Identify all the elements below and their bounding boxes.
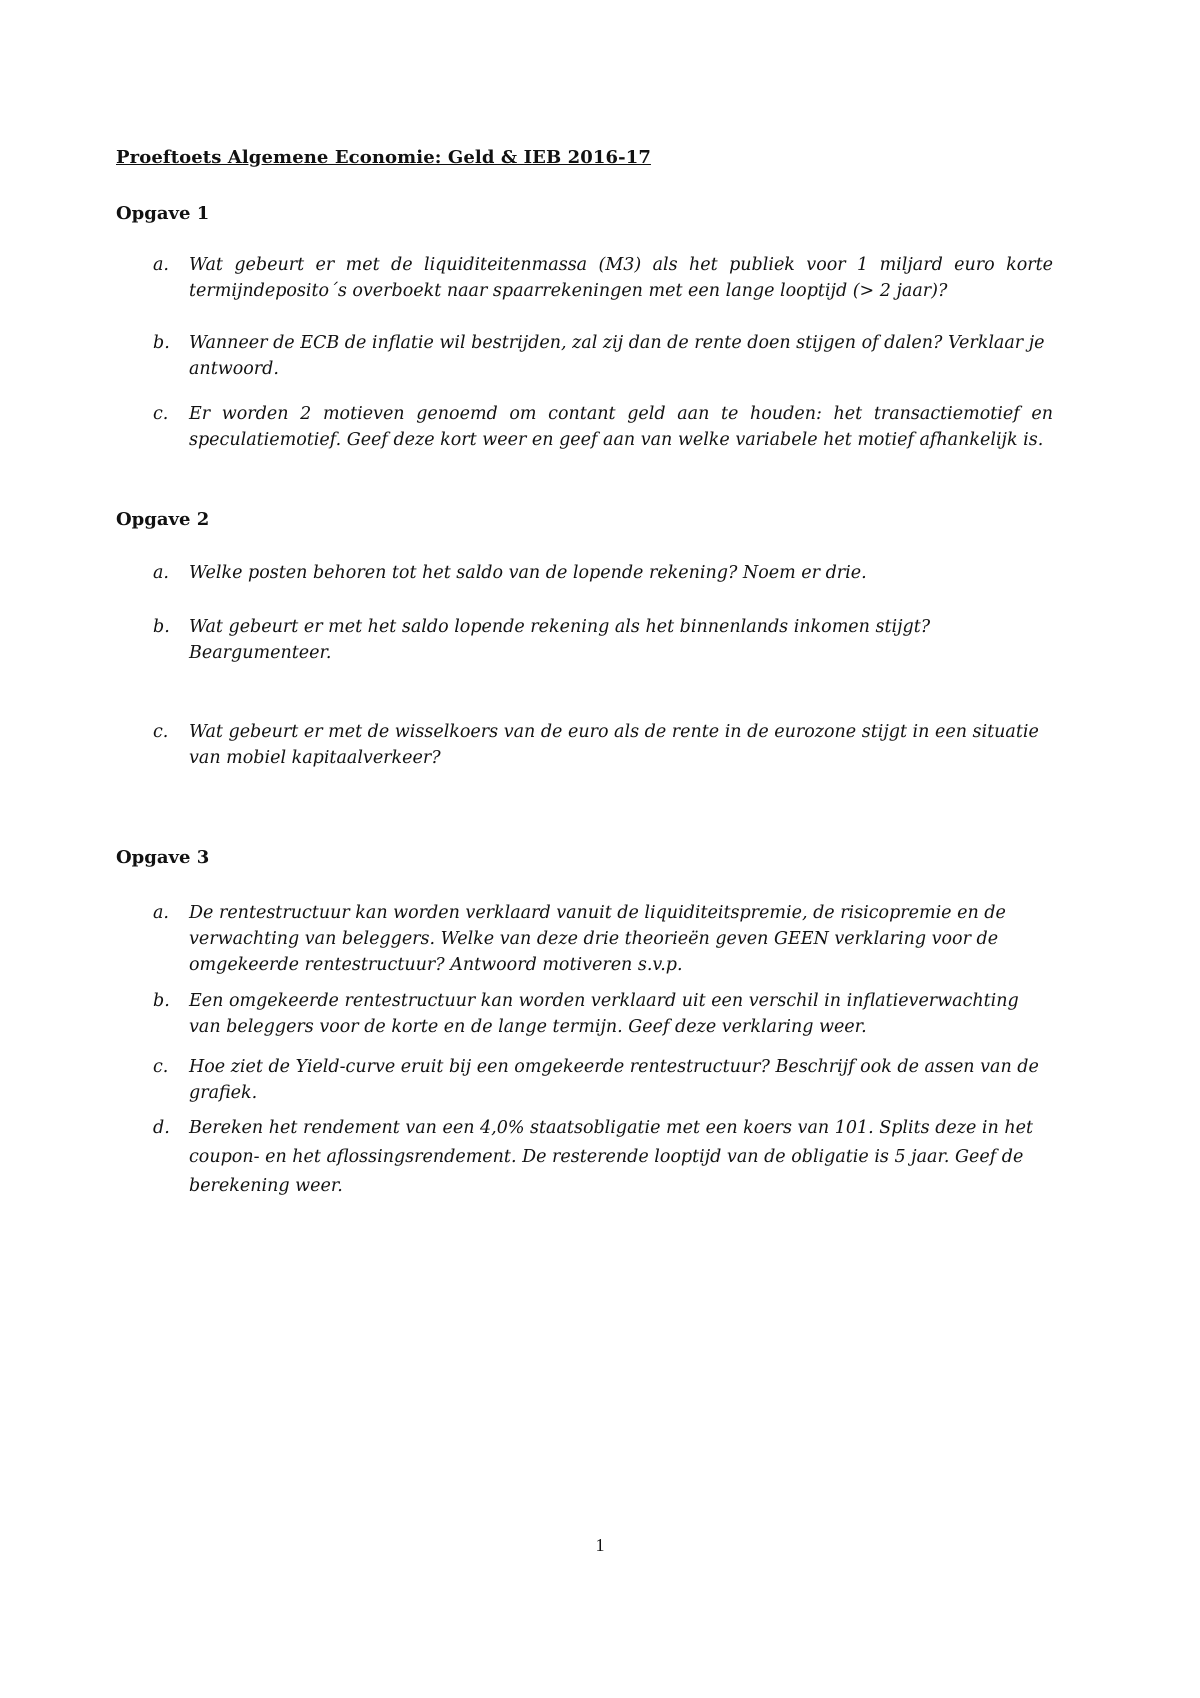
question-2a xyxy=(153,560,1053,586)
question-letter: c. xyxy=(153,1057,169,1077)
question-2c xyxy=(153,719,1053,771)
question-text: Wat gebeurt er met de wisselkoers van de euro als de rente in de eurozone stijgt in een situatie van mobiel kapitaalverkeer? xyxy=(189,722,1039,768)
question-3d xyxy=(153,1114,1053,1201)
question-3a xyxy=(153,900,1053,978)
question-text: Er worden 2 motieven genoemd om contant geld aan te houden: het transactiemotief en speculatiemotief. Geef deze kort weer en geef aan van welke variabele het motief afhankelijk is. xyxy=(189,404,1053,450)
question-3b xyxy=(153,988,1053,1040)
question-text: Wat gebeurt er met de liquiditeitenmassa (M3) als het publiek voor 1 miljard euro korte termijndeposito´s overboekt naar spaarrekeningen met een lange looptijd (> 2 jaar)? xyxy=(189,255,1053,301)
question-2b xyxy=(153,614,1053,666)
question-text: Wanneer de ECB de inflatie wil bestrijden, zal zij dan de rente doen stijgen of dalen? Verklaar je antwoord. xyxy=(189,333,1045,379)
question-letter: b. xyxy=(153,617,170,637)
question-1c xyxy=(153,401,1053,453)
question-text: Welke posten behoren tot het saldo van de lopende rekening? Noem er drie. xyxy=(189,563,867,583)
question-text: Een omgekeerde rentestructuur kan worden verklaard uit een verschil in inflatieverwachting van beleggers voor de korte en de lange termijn. Geef deze verklaring weer. xyxy=(189,991,1019,1037)
question-letter: a. xyxy=(153,563,169,583)
question-letter: c. xyxy=(153,722,169,742)
question-text: Hoe ziet de Yield-curve eruit bij een omgekeerde rentestructuur? Beschrijf ook de assen van de grafiek. xyxy=(189,1057,1039,1103)
question-letter: b. xyxy=(153,991,170,1011)
section-heading-opgave-1: Opgave 1 xyxy=(116,203,210,224)
section-heading-opgave-2: Opgave 2 xyxy=(116,509,210,530)
question-letter: d. xyxy=(153,1118,170,1138)
question-1a xyxy=(153,252,1053,304)
question-text: De rentestructuur kan worden verklaard vanuit de liquiditeitspremie, de risicopremie en de verwachting van beleggers. Welke van deze drie theorieën geven GEEN verklaring voor de omgekeerde rentestructuur? Antwoord motiveren s.v.p. xyxy=(189,903,1006,975)
question-letter: b. xyxy=(153,333,170,353)
question-text: Bereken het rendement van een 4,0% staatsobligatie met een koers van 101. Splits deze in het coupon- en het aflossingsrendement. De resterende looptijd van de obligatie is 5 jaar. Geef de berekening weer. xyxy=(189,1118,1033,1196)
question-3c xyxy=(153,1054,1053,1106)
document-title: Proeftoets Algemene Economie: Geld & IEB 2016-17 xyxy=(116,147,651,168)
question-letter: a. xyxy=(153,903,169,923)
section-heading-opgave-3: Opgave 3 xyxy=(116,847,210,868)
question-text: Wat gebeurt er met het saldo lopende rekening als het binnenlands inkomen stijgt? Beargumenteer. xyxy=(189,617,931,663)
question-letter: a. xyxy=(153,255,169,275)
page-number: 1 xyxy=(595,1535,605,1555)
question-1b xyxy=(153,330,1053,382)
question-letter: c. xyxy=(153,404,169,424)
